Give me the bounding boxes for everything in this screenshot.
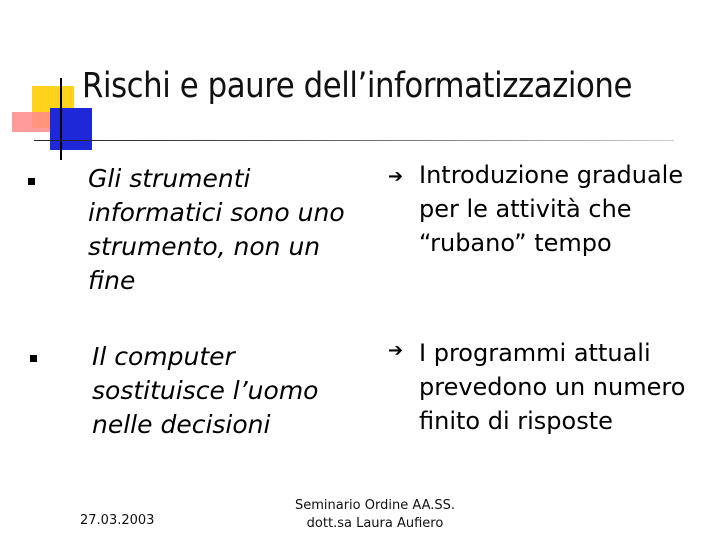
square-bullet-icon bbox=[28, 178, 35, 185]
title-underline bbox=[34, 140, 674, 141]
footer-credit-line: Seminario Ordine AA.SS. bbox=[294, 498, 456, 513]
slide-title: Rischi e paure dell’informatizzazione bbox=[82, 66, 632, 106]
arrow-right-icon: ➔ bbox=[388, 166, 404, 187]
footer-credit-line: dott.sa Laura Aufiero bbox=[306, 516, 444, 531]
footer-date: 27.03.2003 bbox=[80, 513, 155, 528]
right-point-text: Introduzione graduale per le attività che “rubano” tempo bbox=[419, 161, 684, 257]
decor-blue-square bbox=[50, 108, 92, 150]
left-bullet-text: Gli strumenti informatici sono uno strumento, non un fine bbox=[88, 164, 345, 295]
square-bullet-icon bbox=[30, 355, 37, 362]
arrow-right-icon: ➔ bbox=[388, 340, 404, 361]
decor-vertical-line bbox=[60, 78, 62, 160]
right-point-text: I programmi attuali prevedono un numero finito di risposte bbox=[419, 339, 686, 435]
left-bullet-text: Il computer sostituisce l’uomo nelle decisioni bbox=[92, 342, 319, 439]
footer-credits bbox=[290, 497, 460, 533]
